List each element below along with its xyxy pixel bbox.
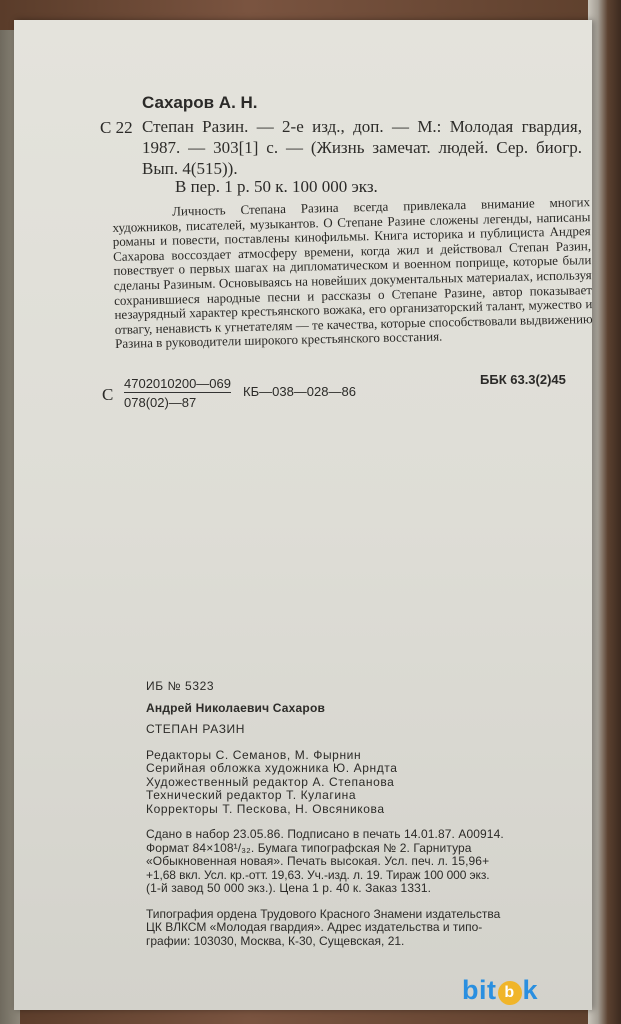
isbn-denominator: 078(02)—87 <box>124 395 197 410</box>
bibliographic-text: Степан Разин. — 2-е изд., доп. — М.: Молодая гвардия, 1987. — 303[1] с. — (Жизнь замечат. людей. Сер. биогр. Вып. 4(515)). <box>142 117 582 178</box>
watermark-text: bit <box>462 975 497 1005</box>
imprint-title: СТЕПАН РАЗИН <box>146 722 246 736</box>
isbn-numerator: 4702010200—069 <box>124 376 231 391</box>
bbk-code: ББК 63.3(2)45 <box>480 372 566 387</box>
book-abstract: Личность Степана Разина всегда привлекала внимание многих художников, писателей, музыкантов. О Степане Разине сложены легенды, написаны романы и повести, поставлены кинофильмы. Книга историка и публициста Андрея Сахарова воссоздает атмосферу времени, когда жил и действовал Степан Разин, повествует о первых шагах на дипломатическом и военном поприще, которые были сделаны Разиным. Основываясь на новейших документальных материалах, используя сохранившиеся народные песни и рассказы о Степане Разине, автор показывает незаурядный характер крестьянского вожака, его организаторский талант, мужество и отвагу, ненависть к угнетателям — те качества, которые способствовали выдвижению Разина в руководители широкого крестьянского восстания. <box>112 194 593 352</box>
print-details-line: Сдано в набор 23.05.86. Подписано в печать 14.01.87. А00914. <box>146 827 504 841</box>
imprint-author: Андрей Николаевич Сахаров <box>146 700 326 715</box>
editors-line: Редакторы С. Семанов, М. Фырнин <box>146 747 362 762</box>
isbn-prefix: С <box>102 385 114 404</box>
proofreaders-line: Корректоры Т. Пескова, Н. Овсяникова <box>146 801 385 816</box>
author-heading: Сахаров А. Н. <box>142 93 258 112</box>
catalog-code: С 22 <box>100 118 133 137</box>
print-details-line: (1-й завод 50 000 экз.). Цена 1 р. 40 к. Заказ 1331. <box>146 881 432 895</box>
isbn-fraction <box>124 376 231 410</box>
watermark-text: k <box>522 975 539 1005</box>
print-details-line: «Обыкновенная новая». Печать высокая. Усл. печ. л. 15,96+ <box>146 854 490 868</box>
printer-address-line: ЦК ВЛКСМ «Молодая гвардия». Адрес издательства и типо- <box>146 920 483 934</box>
print-details-line: +1,68 вкл. Усл. кр.-отт. 19,63. Уч.-изд. л. 19. Тираж 100 000 экз. <box>146 867 490 882</box>
imprint-block <box>146 680 596 948</box>
bitok-watermark-logo <box>462 975 538 1006</box>
bibliographic-entry <box>142 116 582 179</box>
isbn-kb-code: КБ—038—028—86 <box>243 384 356 399</box>
tech-editor-line: Технический редактор Т. Кулагина <box>146 788 357 802</box>
art-editor-line: Художественный редактор А. Степанова <box>146 774 395 789</box>
price-line: В пер. 1 р. 50 к. 100 000 экз. <box>175 177 378 196</box>
cover-artist-line: Серийная обложка художника Ю. Арндта <box>146 761 398 775</box>
printer-address-line: Типография ордена Трудового Красного Знамени издательства <box>146 906 501 921</box>
coin-icon: b <box>498 981 522 1005</box>
ib-number: ИБ № 5323 <box>146 679 215 693</box>
printer-address-line: графии: 103030, Москва, К-30, Сущевская, 21. <box>146 933 405 948</box>
print-details-line: Формат 84×108¹/₃₂. Бумага типографская № 2. Гарнитура <box>146 840 472 855</box>
